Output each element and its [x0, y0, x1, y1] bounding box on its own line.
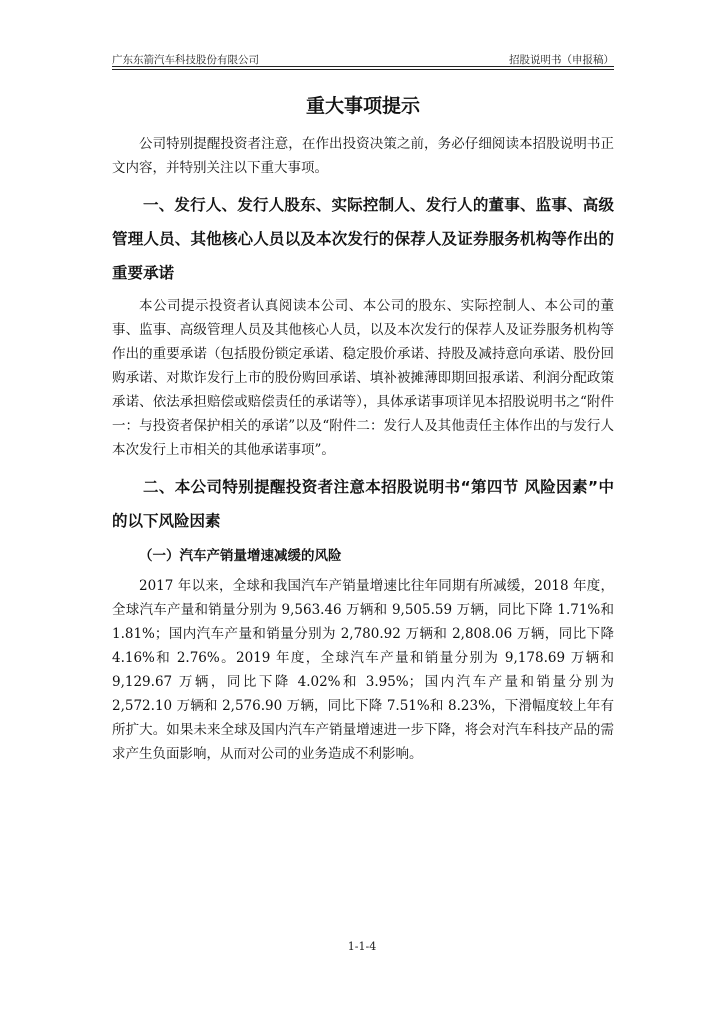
page-title: 重大事项提示 — [305, 95, 420, 117]
header-rule-thin — [112, 69, 614, 70]
header-company-name: 广东东箭汽车科技股份有限公司 — [112, 54, 259, 66]
page-number: 1-1-4 — [347, 940, 377, 953]
section-1-paragraph: 本公司提示投资者认真阅读本公司、本公司的股东、实际控制人、本公司的董事、监事、高级管理人员及其他核心人员，以及本次发行的保荐人及证券服务机构等作出的重要承诺（包括股份锁定承诺、稳定股价承诺、持股及减持意向承诺、股份回购承诺、对欺诈发行上市的股份购回承诺、填补被摊薄即期回报承诺、利润分配政策承诺、依法承担赔偿或赔偿责任的承诺等），具体承诺事项详见本招股说明书之“附件一：与投资者保护相关的承诺”以及“附件二：发行人及其他责任主体作出的与发行人本次发行上市相关的其他承诺事项”。 — [112, 298, 614, 458]
header-document-type: 招股说明书（申报稿） — [509, 54, 614, 66]
subsection-1-heading: （一）汽车产销量增速减缓的风险 — [139, 548, 342, 564]
section-1-heading: 一、发行人、发行人股东、实际控制人、发行人的董事、监事、高级管理人员、其他核心人员以及本次发行的保荐人及证券服务机构等作出的重要承诺 — [112, 196, 614, 282]
header-rule-thick — [112, 66, 614, 67]
subsection-1-paragraph: 2017 年以来，全球和我国汽车产销量增速比往年同期有所减缓，2018 年度，全球汽车产量和销量分别为 9,563.46 万辆和 9,505.59 万辆，同比下降 1.71%和 1.81%；国内汽车产量和销量分别为 2,780.92 万辆和 2,808.06 万辆，同比下降 4.16%和 2.76%。2019 年度，全球汽车产量和销量分别为 9,178.69 万辆和 9,129.67 万辆，同比下降 4.02%和 3.95%；国内汽车产量和销量分别为 2,572.10 万辆和 2,576.90 万辆，同比下降 7.51%和 8.23%，下滑幅度较上年有所扩大。如果未来全球及国内汽车产销量增速进一步下降，将会对汽车科技产品的需求产生负面影响，从而对公司的业务造成不利影响。 — [112, 578, 614, 762]
intro-paragraph: 公司特别提醒投资者注意，在作出投资决策之前，务必仔细阅读本招股说明书正文内容，并特别关注以下重大事项。 — [112, 136, 614, 176]
page-content — [112, 92, 614, 766]
section-2-heading: 二、本公司特别提醒投资者注意本招股说明书“第四节 风险因素”中的以下风险因素 — [112, 478, 614, 530]
